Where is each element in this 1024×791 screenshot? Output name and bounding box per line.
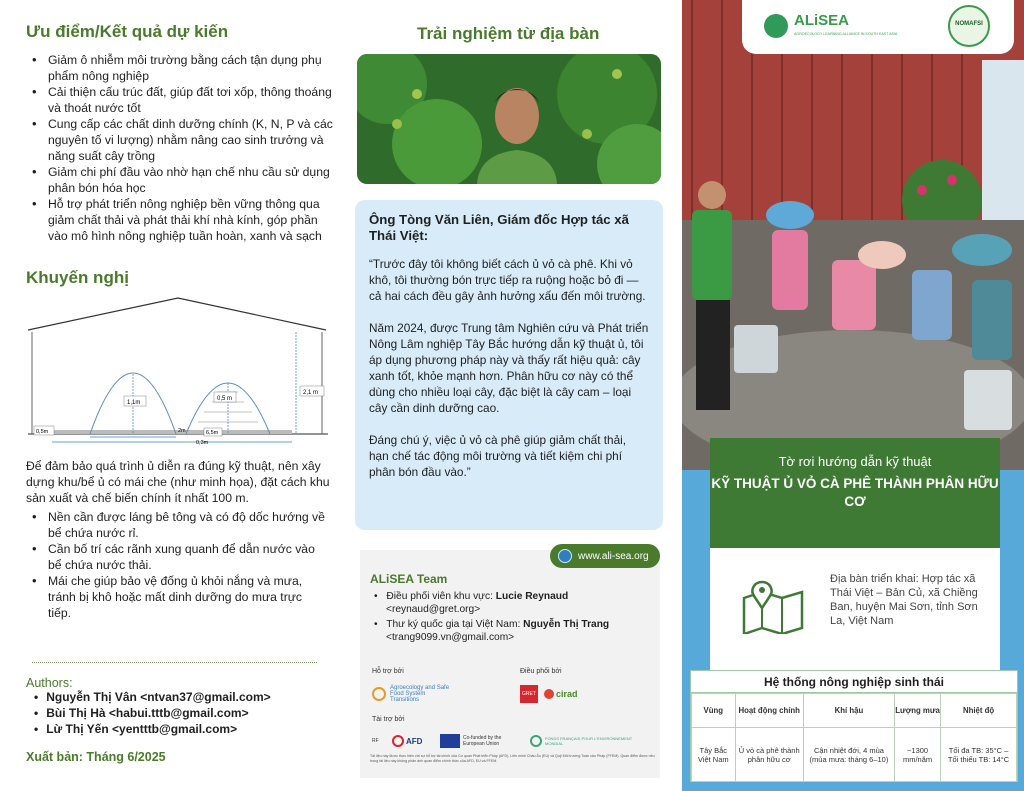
globe-icon: [558, 549, 572, 563]
diagram-label: 2m: [178, 428, 186, 434]
contact-box: [360, 550, 660, 778]
eu-logo: [440, 732, 522, 750]
cover-column: [682, 0, 1024, 791]
list-item: • Cung cấp các chất dinh dưỡng chính (K, N, P và các nguyên tố vi lượng) nhằm nâng cao sinh trưởng và năng suất cây trồng: [26, 116, 338, 164]
afd-logo: [392, 732, 422, 750]
list-item: • Cần bố trí các rãnh xung quanh để dẫn nước vào bể chứa nước thải.: [26, 541, 326, 573]
nomafsi-logo: [948, 5, 990, 47]
coordinator-label: Điều phối viên khu vực:: [386, 591, 496, 602]
list-item: • Hỗ trợ phát triển nông nghiệp bền vững thông qua giảm chất thải và phát thải khí nhà kính, góp phần vào mô hình nông nghiệp tuần hoàn, xanh và sạch: [26, 196, 338, 244]
ffem-logo-text: FONDS FRANÇAIS POUR L'ENVIRONNEMENT MONDIAL: [545, 736, 633, 746]
list-item: • Giảm ô nhiễm môi trường bằng cách tận dụng phụ phẩm nông nghiệp: [26, 52, 338, 84]
gret-logo-text: GRET: [520, 685, 538, 703]
table-cell: Tây Bắc Việt Nam: [692, 728, 736, 782]
table-cell: ~1300 mm/năm: [895, 728, 941, 782]
author-item: • Bùi Thị Hà <habui.tttb@gmail.com>: [34, 706, 249, 720]
alisea-logo-icon: [764, 14, 788, 38]
recommend-paragraph: Để đảm bảo quá trình ủ diễn ra đúng kỹ thuật, nên xây dựng khu/bể ủ có mái che (như minh họa), đặt cách khu sản xuất và chế biến chính ít nhất 100 m.: [26, 459, 330, 505]
cirad-icon: [544, 689, 554, 699]
secretary-email: <trang9099.vn@gmail.com>: [386, 632, 515, 643]
list-item: • Mái che giúp bảo vệ đống ủ khỏi nắng và mưa, tránh bị khô hoặc mất dinh dưỡng do mưa trực tiếp.: [26, 573, 326, 621]
table-header: Lượng mưa: [895, 694, 941, 728]
banner-subtitle: Tờ rơi hướng dẫn kỹ thuật: [778, 454, 932, 469]
brand-logo-card: [742, 0, 1014, 54]
banner-title: KỸ THUẬT Ủ VỎ CÀ PHÊ THÀNH PHÂN HỮU CƠ: [711, 476, 999, 509]
asset-logo-text: Agroecology and Safe Food System Transitions: [390, 685, 450, 703]
location-text: Địa bàn triển khai: Hợp tác xã Thái Việt – Bản Củ, xã Chiềng Ban, huyện Mai Sơn, tỉnh Sơn La, Việt Nam: [830, 573, 978, 627]
concrete-floor: [52, 430, 292, 434]
authors-label: Authors:: [26, 676, 73, 690]
list-item: • Cải thiện cấu trúc đất, giúp đất tơi xốp, thông thoáng và thoát nước tốt: [26, 84, 338, 116]
ffem-logo: [530, 732, 640, 750]
coordinator-line: [374, 590, 568, 604]
location-panel: [710, 548, 1000, 670]
coordinated-label: Điều phối bởi: [520, 668, 562, 675]
afd-icon: [392, 735, 404, 747]
workers-photo: [682, 0, 1024, 470]
left-column: [0, 0, 345, 791]
alisea-brand-name: ALiSEA: [794, 12, 850, 29]
table-header: Khí hậu: [803, 694, 894, 728]
nomafsi-logo-text: NOMAFSI: [955, 21, 983, 27]
alisea-tagline: AGROECOLOGY LEARNING ALLIANCE IN SOUTH EAST ASIA: [794, 32, 898, 36]
website-link[interactable]: [550, 544, 660, 568]
support-label: Hỗ trợ bởi: [372, 668, 404, 675]
table-header: Hoạt động chính: [735, 694, 803, 728]
testimonial-paragraph: “Trước đây tôi không biết cách ủ vỏ cà phê. Khi vỏ khô, tôi thường bón trực tiếp ra ruộng hoặc bỏ đi — cả hai cách đều gây ảnh hưởng xấu đến môi trường.: [369, 257, 646, 303]
eu-flag-icon: [440, 734, 460, 748]
team-title: ALiSEA Team: [370, 572, 448, 586]
table-header-row: [692, 694, 1017, 728]
ffem-icon: [530, 735, 542, 747]
ecosystem-table: [690, 670, 1018, 782]
diagram-label: 0,3m: [196, 440, 209, 446]
asset-icon: [372, 687, 386, 701]
testimonial-paragraph: Đáng chú ý, việc ủ vỏ cà phê giúp giảm chất thải, hạn chế tác động môi trường và tiết kiệm chi phí phân bón đầu vào.”: [369, 433, 627, 479]
table-cell: Ủ vỏ cà phê thành phân hữu cơ: [735, 728, 803, 782]
gret-logo: [520, 685, 538, 703]
diagram-label: 2,1 m: [303, 390, 319, 396]
cirad-logo: [544, 685, 578, 703]
table-header: Vùng: [692, 694, 736, 728]
fineprint: Tài liệu này được thực hiện với sự hỗ trợ tài chính của Cơ quan Phát triển Pháp (AFD), Liên minh Châu Âu (EU) và Quỹ Môi trường Toàn cầu Pháp (FFEM). Quan điểm được nêu trong tài liệu này không phản ánh quan điểm chính thức của AFD, EU và FFEM.: [370, 754, 655, 763]
secretary-name: Nguyễn Thị Trang: [523, 619, 610, 630]
testimonial-box: [355, 200, 663, 530]
testimonial-paragraph: Năm 2024, được Trung tâm Nghiên cứu và Phát triển Nông Lâm nghiệp Tây Bắc hướng dẫn kỹ thuật ủ, tôi áp dụng phương pháp này và thấy rất hiệu quả: cây xanh tốt, khỏe mạnh hơn. Phân hữu cơ này có thể dùng cho nhiều loại cây, đặc biệt là cây cam – loại cây cần dinh dưỡng cao.: [369, 321, 649, 415]
list-item: • Nền cần được láng bê tông và có độ dốc hướng về bể chứa nước rỉ.: [26, 509, 326, 541]
recommend-list: [26, 509, 326, 621]
diagram-label: 0,5 m: [217, 396, 233, 402]
farmer-portrait-photo: [357, 54, 661, 184]
benefits-list: [26, 52, 338, 244]
map-pin-icon: [740, 578, 806, 634]
cirad-logo-text: cirad: [556, 689, 578, 699]
benefits-heading: Ưu điểm/Kết quả dự kiến: [26, 22, 229, 41]
website-url: www.ali-sea.org: [578, 550, 649, 562]
middle-column: [345, 0, 682, 791]
table-row: [692, 728, 1017, 782]
list-item: • Giảm chi phí đầu vào nhờ hạn chế nhu cầu sử dụng phân bón hóa học: [26, 164, 338, 196]
title-banner: [710, 438, 1000, 548]
afd-logo-text: AFD: [406, 736, 423, 746]
coordinator-email: <reynaud@gret.org>: [386, 604, 481, 615]
recommend-heading: Khuyến nghị: [26, 268, 129, 287]
data-table: [691, 693, 1017, 782]
eu-logo-text: Co-funded by the European Union: [463, 735, 502, 747]
table-cell: Cận nhiệt đới, 4 mùa (mùa mưa: tháng 6–10): [803, 728, 894, 782]
coordinator-name: Lucie Reynaud: [495, 591, 569, 602]
publication-date: Xuất bản: Tháng 6/2025: [26, 750, 166, 764]
testimonial-author: Ông Tòng Văn Liên, Giám đốc Hợp tác xã Thái Việt:: [369, 212, 629, 243]
funding-label: Tài trợ bởi: [372, 716, 405, 723]
table-cell: Tối đa TB: 35°C – Tối thiểu TB: 14°C: [941, 728, 1017, 782]
secretary-label: Thư ký quốc gia tại Việt Nam:: [386, 619, 524, 630]
diagram-label: 6,5m: [206, 430, 219, 436]
rf-logo-text: RF: [372, 738, 379, 744]
secretary-line: [374, 618, 609, 632]
table-title: Hệ thống nông nghiệp sinh thái: [691, 671, 1017, 693]
author-item: • Lừ Thị Yến <yentttb@gmail.com>: [34, 722, 237, 736]
field-experience-heading: Trải nghiệm từ địa bàn: [417, 24, 600, 43]
divider: [32, 662, 317, 663]
asset-logo: [372, 685, 452, 703]
compost-shed-diagram: [28, 292, 328, 448]
rf-logo: [372, 732, 379, 750]
diagram-label: 0,5m: [36, 429, 49, 435]
roof-line: [28, 298, 326, 330]
table-header: Nhiệt độ: [941, 694, 1017, 728]
diagram-label: 1,1m: [127, 400, 141, 406]
author-item: • Nguyễn Thị Vân <ntvan37@gmail.com>: [34, 690, 271, 704]
